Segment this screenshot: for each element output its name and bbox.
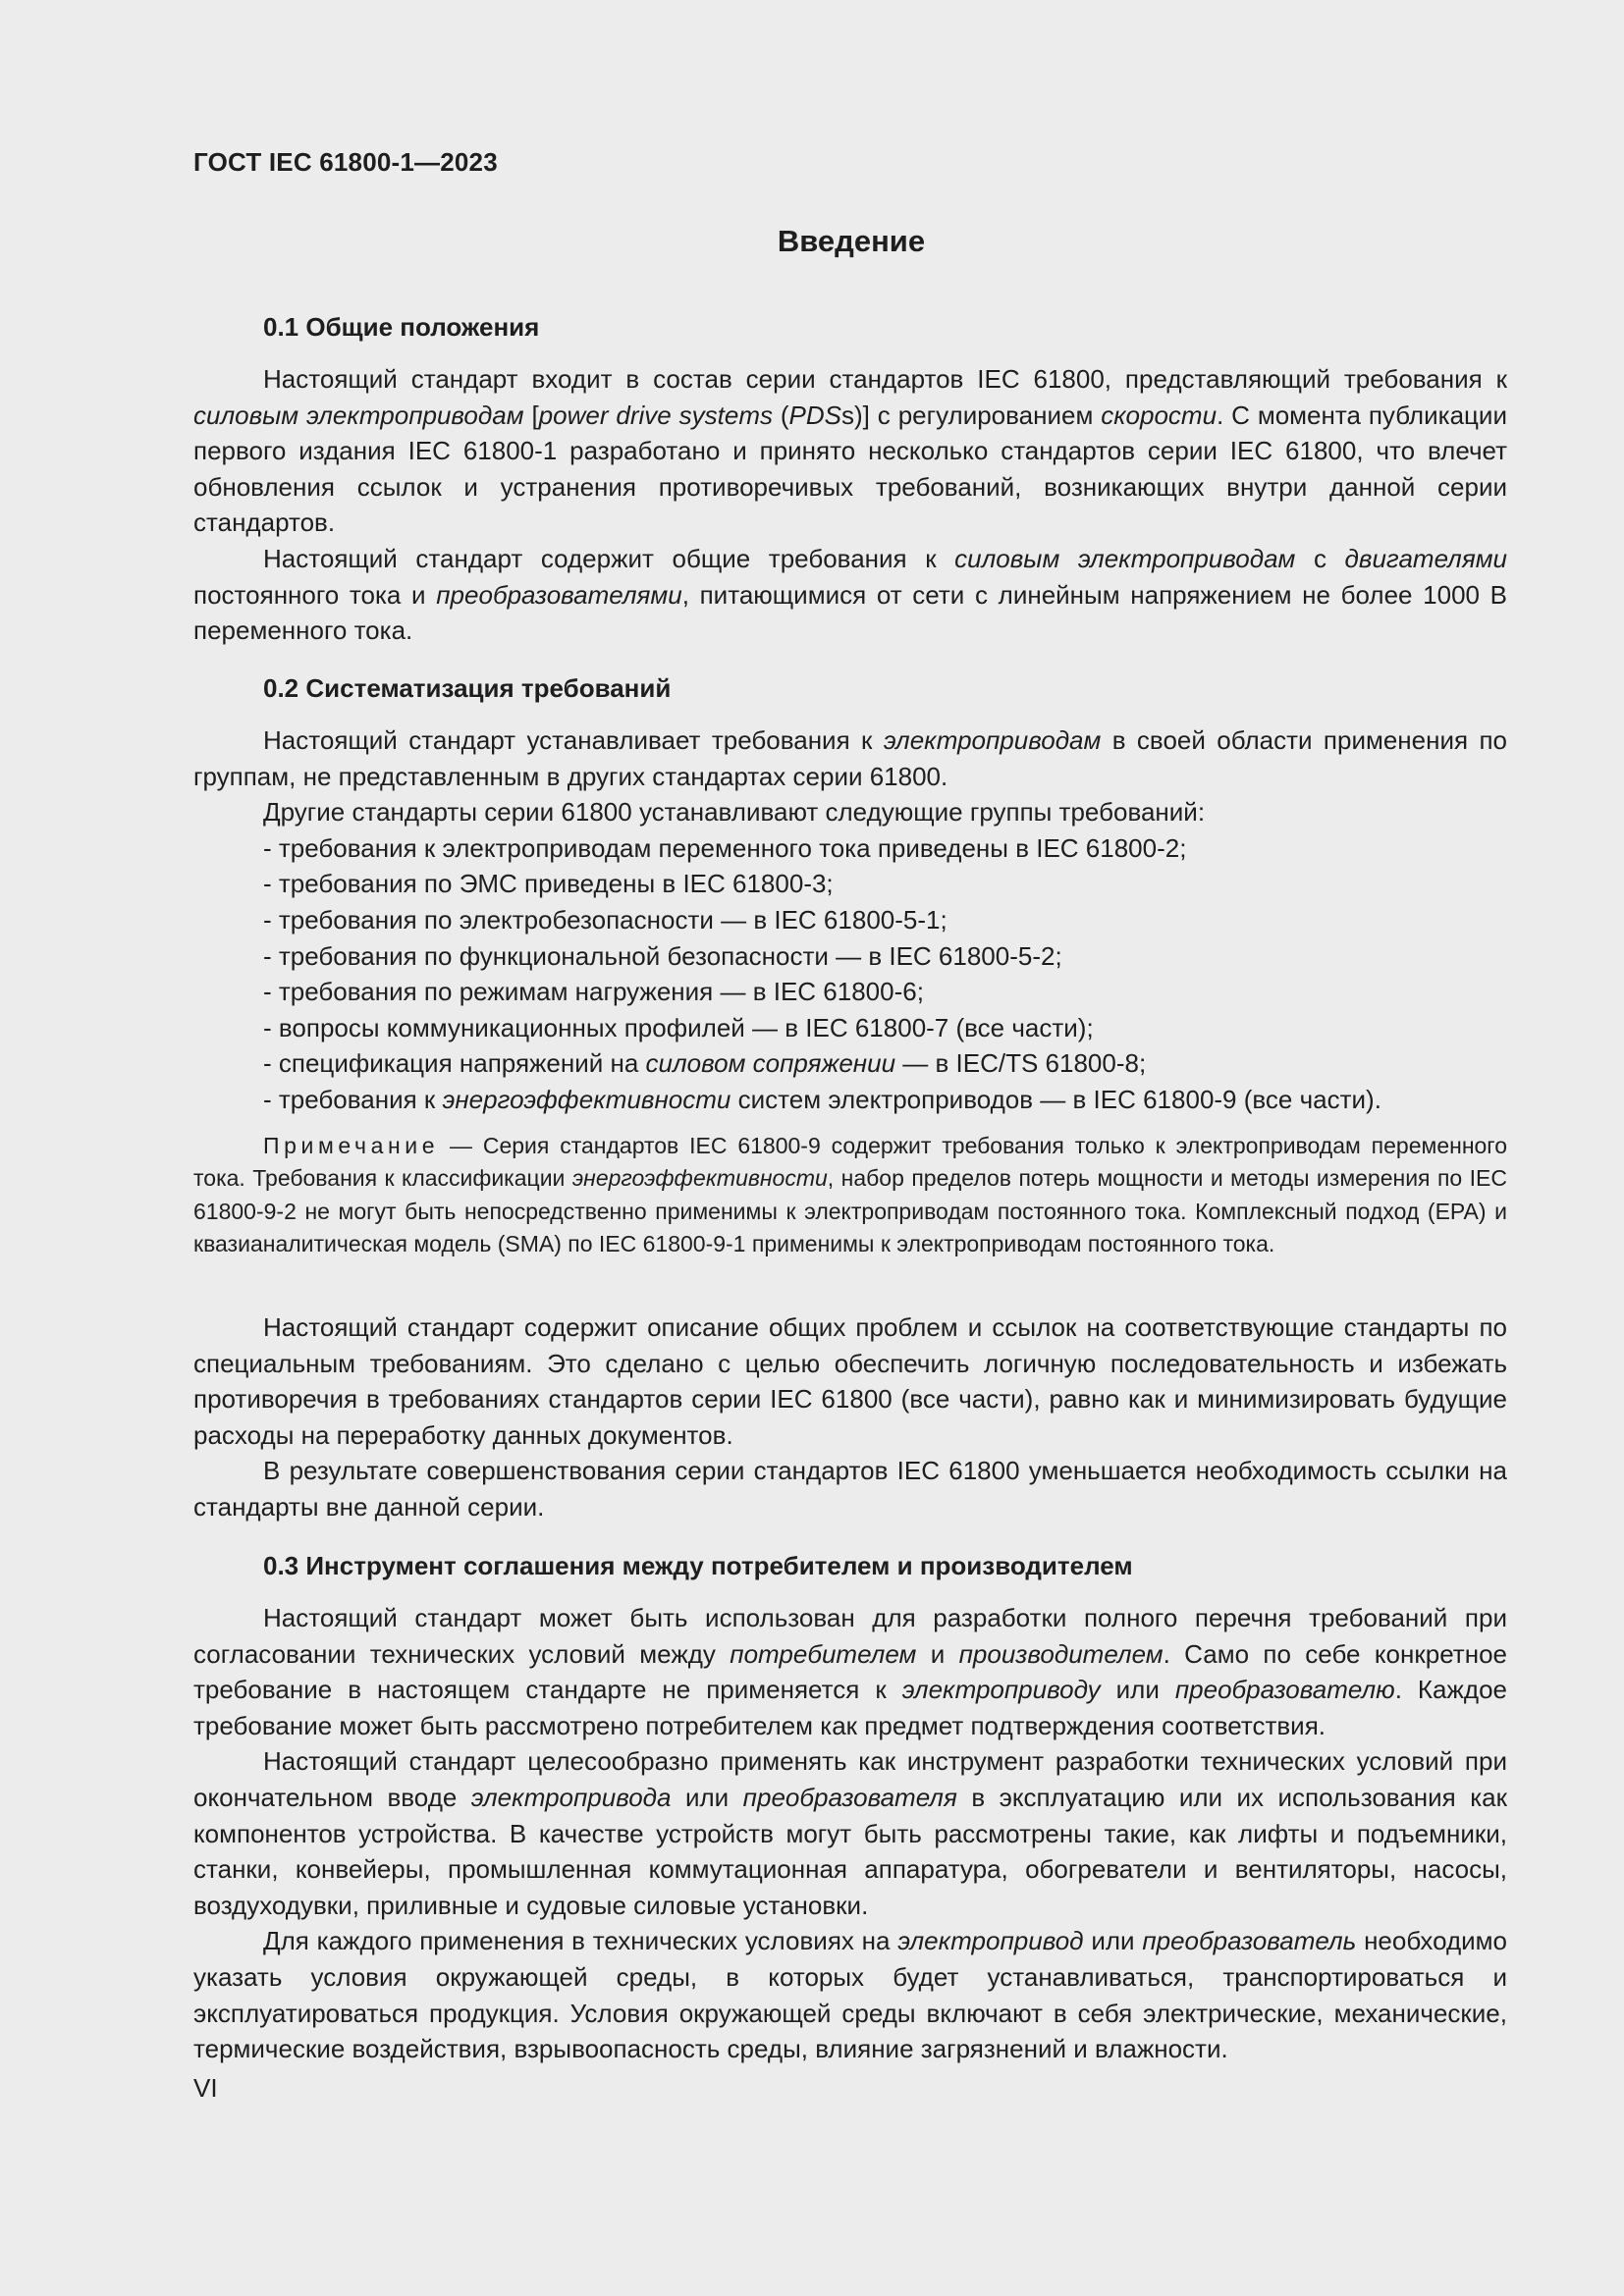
list-item: - требования к энергоэффективности систем электроприводов — в IEC 61800-9 (все части). — [263, 1084, 1381, 1114]
list-item: - требования по ЭМС приведены в IEC 61800-3; — [263, 869, 834, 899]
section-0-1-body — [193, 361, 1507, 649]
section-heading-0-1: 0.1 Общие положения — [263, 312, 540, 342]
section-0-3-body — [193, 1600, 1507, 2067]
section-0-2-body-continued — [193, 1309, 1507, 1525]
list-item: - спецификация напряжений на силовом сопряжении — в IEC/TS 61800-8; — [263, 1048, 1147, 1079]
section-heading-0-2: 0.2 Систематизация требований — [263, 673, 672, 703]
paragraph: Настоящий стандарт входит в состав серии стандартов IEC 61800, представляющий требования к силовым электроприводам [power drive systems (PDSs)] с регулированием скорости. С момента публикации первого издания IEC 61800-1 разработано и принято несколько стандартов серии IEC 61800, что влечет обновления ссылок и устранения противоречивых требований, возникающих внутри данной серии стандартов. — [193, 364, 1507, 538]
paragraph: Настоящий стандарт содержит общие требования к силовым электроприводам с двигателями постоянного тока и преобразователями, питающимися от сети с линейным напряжением не более 1000 В переменного тока. — [193, 543, 1508, 646]
section-0-2-body — [193, 722, 1507, 1118]
paragraph: Другие стандарты серии 61800 устанавливают следующие группы требований: — [263, 797, 1206, 828]
paragraph: Настоящий стандарт устанавливает требования к электроприводам в своей области применения по группам, не представленным в других стандартах серии 61800. — [193, 725, 1508, 791]
list-item: - требования к электроприводам переменного тока приведены в IEC 61800-2; — [263, 832, 1187, 863]
paragraph: Настоящий стандарт содержит описание общих проблем и ссылок на соответствующие стандарты по специальным требованиям. Это сделано с целью обеспечить логичную последовательность и избежать противоречия в требованиях стандартов серии IEC 61800 (все части), равно как и минимизировать будущие расходы на переработку данных документов. — [193, 1312, 1507, 1450]
paragraph: Для каждого применения в технических условиях на электропривод или преобразователь необходимо указать условия окружающей среды, в которых будет устанавливаться, транспортироваться и эксплуатироваться продукция. Условия окружающей среды включают в себя электрические, механические, термические воздействия, взрывоопасность среды, влияние загрязнений и влажности. — [193, 1926, 1507, 2064]
section-heading-0-3: 0.3 Инструмент соглашения между потребителем и производителем — [263, 1551, 1133, 1580]
list-item: - требования по режимам нагружения — в IEC 61800-6; — [263, 977, 924, 1007]
list-item: - вопросы коммуникационных профилей — в IEC 61800-7 (все части); — [263, 1012, 1094, 1042]
paragraph: В результате совершенствования серии стандартов IEC 61800 уменьшается необходимость ссылки на стандарты вне данной серии. — [193, 1456, 1507, 1522]
list-item: - требования по электробезопасности — в IEC 61800-5-1; — [263, 904, 947, 934]
note: Примечание — Серия стандартов IEC 61800-9 содержит требования только к электроприводам переменного тока. Требования к классификации энергоэффективности, набор пределов потерь мощности и методы измерения по IEC 61800-9-2 не могут быть непосредственно применимы к электроприводам постоянного тока. Комплексный подход (EPA) и квазианалитическая модель (SMA) по IEC 61800-9-1 применимы к электроприводам постоянного тока. — [193, 1133, 1507, 1256]
paragraph: Настоящий стандарт целесообразно применять как инструмент разработки технических условий при окончательном вводе электропривода или преобразователя в эксплуатацию или их использования как компонентов устройства. В качестве устройств могут быть рассмотрены такие, как лифты и подъемники, станки, конвейеры, промышленная коммутационная аппаратура, обогреватели и вентиляторы, насосы, воздуходувки, приливные и судовые силовые установки. — [193, 1746, 1507, 1920]
page-title: Введение — [777, 224, 926, 258]
note-label: Примечание — [263, 1133, 440, 1158]
page-number: VI — [193, 2073, 218, 2103]
document-code: ГОСТ IEC 61800-1—2023 — [193, 147, 498, 177]
list-item: - требования по функциональной безопасности — в IEC 61800-5-2; — [263, 940, 1062, 971]
paragraph: Настоящий стандарт может быть использован для разработки полного перечня требований при согласовании технических условий между потребителем и производителем. Само по себе конкретное требование в настоящем стандарте не применяется к электроприводу или преобразователю. Каждое требование может быть рассмотрено потребителем как предмет подтверждения соответствия. — [193, 1603, 1507, 1740]
